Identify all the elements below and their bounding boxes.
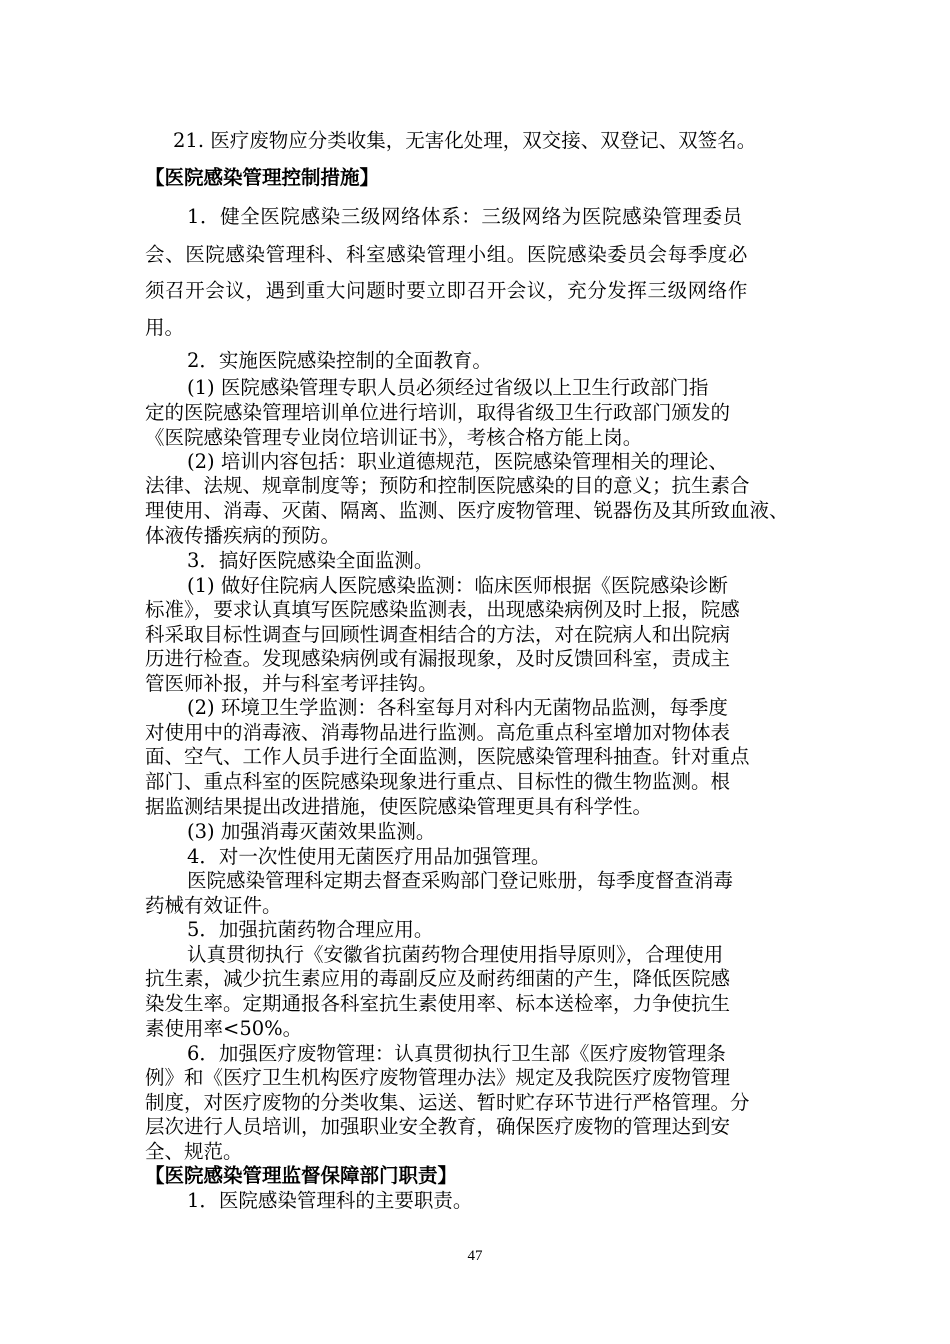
paragraph-line: 定的医院感染管理培训单位进行培训，取得省级卫生行政部门颁发的 xyxy=(145,401,731,424)
section-heading: 【医院感染管理控制措施】 xyxy=(145,166,380,189)
paragraph-line: 全、规范。 xyxy=(145,1140,243,1163)
paragraph-line: 层次进行人员培训，加强职业安全教育，确保医疗废物的管理达到安 xyxy=(145,1115,731,1138)
page-number: 47 xyxy=(467,1248,483,1264)
paragraph-line: 药械有效证件。 xyxy=(145,894,282,917)
paragraph-line: 据监测结果提出改进措施，使医院感染管理更具有科学性。 xyxy=(145,795,653,818)
paragraph-line: 须召开会议，遇到重大问题时要立即召开会议，充分发挥三级网络作 xyxy=(145,279,749,302)
paragraph-line: 部门、重点科室的医院感染现象进行重点、目标性的微生物监测。根 xyxy=(145,770,731,793)
paragraph-line: 2．实施医院感染控制的全面教育。 xyxy=(187,349,492,372)
paragraph-line: 科采取目标性调查与回顾性调查相结合的方法，对在院病人和出院病 xyxy=(145,623,731,646)
paragraph-line: (2) 环境卫生学监测：各科室每月对科内无菌物品监测，每季度 xyxy=(187,696,728,719)
paragraph-line: 医院感染管理科定期去督查采购部门登记账册，每季度督查消毒 xyxy=(187,869,734,892)
paragraph-line: 1．医院感染管理科的主要职责。 xyxy=(187,1189,473,1212)
paragraph-line: 法律、法规、规章制度等；预防和控制医院感染的目的意义；抗生素合 xyxy=(145,474,750,497)
paragraph-line: 制度，对医疗废物的分类收集、运送、暂时贮存环节进行严格管理。分 xyxy=(145,1091,750,1114)
paragraph-line: 历进行检查。发现感染病例或有漏报现象，及时反馈回科室，责成主 xyxy=(145,647,731,670)
paragraph-line: 21. 医疗废物应分类收集，无害化处理，双交接、双登记、双签名。 xyxy=(173,129,757,152)
paragraph-line: 《医院感染管理专业岗位培训证书》，考核合格方能上岗。 xyxy=(145,426,643,449)
paragraph-line: 素使用率<50%。 xyxy=(145,1017,303,1040)
paragraph-line: 抗生素，减少抗生素应用的毒副反应及耐药细菌的产生，降低医院感 xyxy=(145,967,731,990)
paragraph-line: 认真贯彻执行《安徽省抗菌药物合理使用指导原则》，合理使用 xyxy=(187,943,724,966)
paragraph-line: 理使用、消毒、灭菌、隔离、监测、医疗废物管理、锐器伤及其所致血液、 xyxy=(145,499,789,522)
paragraph-line: 体液传播疾病的预防。 xyxy=(145,524,341,547)
paragraph-line: (1) 做好住院病人医院感染监测：临床医师根据《医院感染诊断 xyxy=(187,574,728,597)
paragraph-line: (2) 培训内容包括：职业道德规范，医院感染管理相关的理论、 xyxy=(187,450,728,473)
paragraph-line: 6．加强医疗废物管理：认真贯彻执行卫生部《医疗废物管理条 xyxy=(187,1042,726,1065)
paragraph-line: 染发生率。定期通报各科室抗生素使用率、标本送检率，力争使抗生 xyxy=(145,992,731,1015)
paragraph-line: 标准》，要求认真填写医院感染监测表，出现感染病例及时上报，院感 xyxy=(145,598,740,621)
paragraph-line: 1．健全医院感染三级网络体系：三级网络为医院感染管理委员 xyxy=(187,205,743,228)
section-heading: 【医院感染管理监督保障部门职责】 xyxy=(145,1164,458,1187)
paragraph-line: 5．加强抗菌药物合理应用。 xyxy=(187,918,434,941)
paragraph-line: 用。 xyxy=(145,316,185,339)
paragraph-line: 会、医院感染管理科、科室感染管理小组。医院感染委员会每季度必 xyxy=(145,243,749,266)
paragraph-line: 管医师补报，并与科室考评挂钩。 xyxy=(145,672,438,695)
paragraph-line: 对使用中的消毒液、消毒物品进行监测。高危重点科室增加对物体表 xyxy=(145,721,731,744)
paragraph-line: (1) 医院感染管理专职人员必须经过省级以上卫生行政部门指 xyxy=(187,376,709,399)
paragraph-line: 面、空气、工作人员手进行全面监测，医院感染管理科抽查。针对重点 xyxy=(145,745,750,768)
paragraph-line: (3) 加强消毒灭菌效果监测。 xyxy=(187,820,436,843)
paragraph-line: 4．对一次性使用无菌医疗用品加强管理。 xyxy=(187,845,551,868)
paragraph-line: 3．搞好医院感染全面监测。 xyxy=(187,549,434,572)
paragraph-line: 例》和《医疗卫生机构医疗废物管理办法》规定及我院医疗废物管理 xyxy=(145,1066,731,1089)
